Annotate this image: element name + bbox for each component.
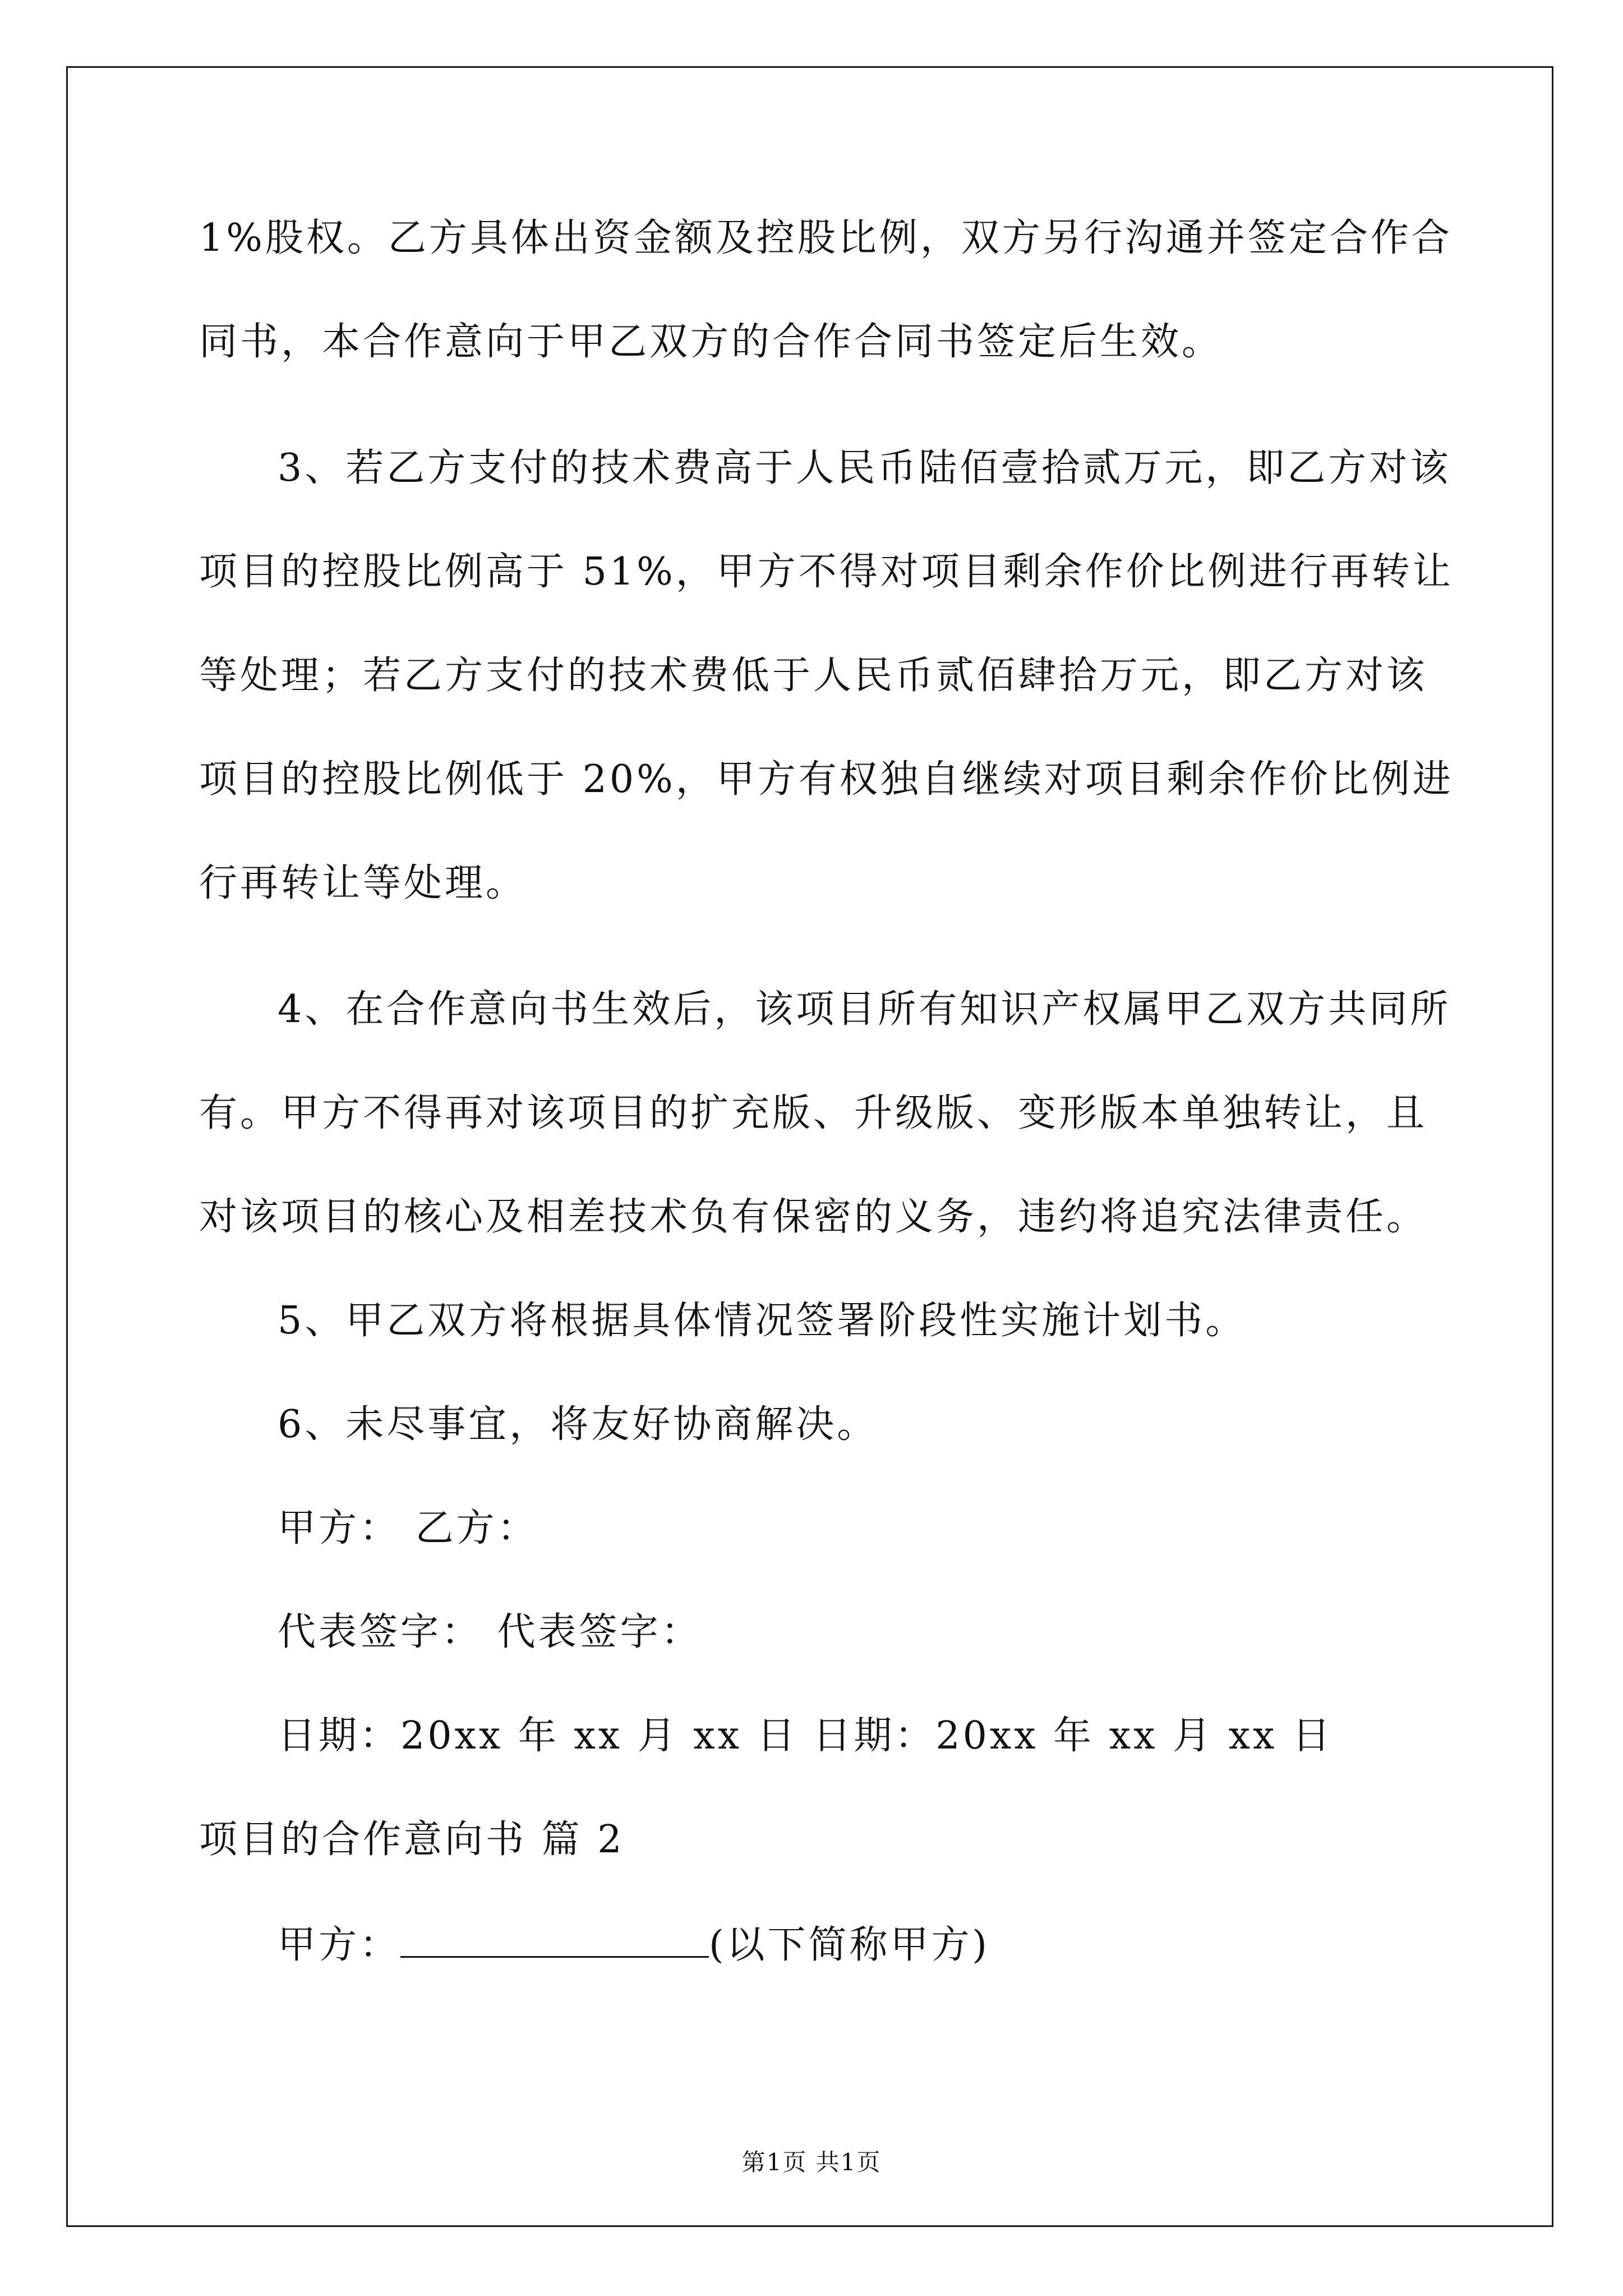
clause-5-line: 5、甲乙双方将根据具体情况签署阶段性实施计划书。 bbox=[278, 1299, 1247, 1343]
date-labels: 日期：20xx 年 xx 月 xx 日 日期：20xx 年 xx 月 xx 日 bbox=[278, 1714, 1334, 1758]
paragraph-line: 项目的控股比例低于 20%，甲方有权独自继续对项目剩余作价比例进 bbox=[199, 757, 1454, 802]
paragraph-line: 等处理；若乙方支付的技术费低于人民币贰佰肆拾万元，即乙方对该 bbox=[199, 654, 1428, 698]
section-heading: 项目的合作意向书 篇 2 bbox=[199, 1818, 625, 1862]
clause-3-line: 3、若乙方支付的技术费高于人民币陆佰壹拾贰万元，即乙方对该 bbox=[278, 446, 1451, 490]
party-labels: 甲方： 乙方： bbox=[278, 1506, 538, 1550]
page-footer: 第1页 共1页 bbox=[741, 2148, 882, 2176]
clause-6-line: 6、未尽事宜，将友好协商解决。 bbox=[278, 1402, 878, 1447]
paragraph-line: 行再转让等处理。 bbox=[199, 861, 527, 905]
paragraph-line: 有。甲方不得再对该项目的扩充版、升级版、变形版本单独转让，且 bbox=[199, 1091, 1428, 1135]
paragraph-line: 对该项目的核心及相差技术负有保密的义务，违约将追究法律责任。 bbox=[199, 1195, 1428, 1239]
clause-4-line: 4、在合作意向书生效后，该项目所有知识产权属甲乙双方共同所 bbox=[278, 987, 1451, 1032]
paragraph-line: 1%股权。乙方具体出资金额及控股比例，双方另行沟通并签定合作合 bbox=[199, 216, 1453, 260]
paragraph-line: 同书，本合作意向于甲乙双方的合作合同书签定后生效。 bbox=[199, 320, 1223, 364]
party-a-line bbox=[278, 1921, 990, 1968]
party-a-label: 甲方： bbox=[278, 1923, 401, 1967]
party-a-suffix: (以下简称甲方) bbox=[709, 1923, 990, 1967]
signature-labels: 代表签字： 代表签字： bbox=[278, 1610, 702, 1654]
page-border bbox=[66, 66, 1553, 2227]
paragraph-line: 项目的控股比例高于 51%，甲方不得对项目剩余作价比例进行再转让 bbox=[199, 550, 1454, 594]
party-a-blank[interactable] bbox=[400, 1921, 709, 1958]
